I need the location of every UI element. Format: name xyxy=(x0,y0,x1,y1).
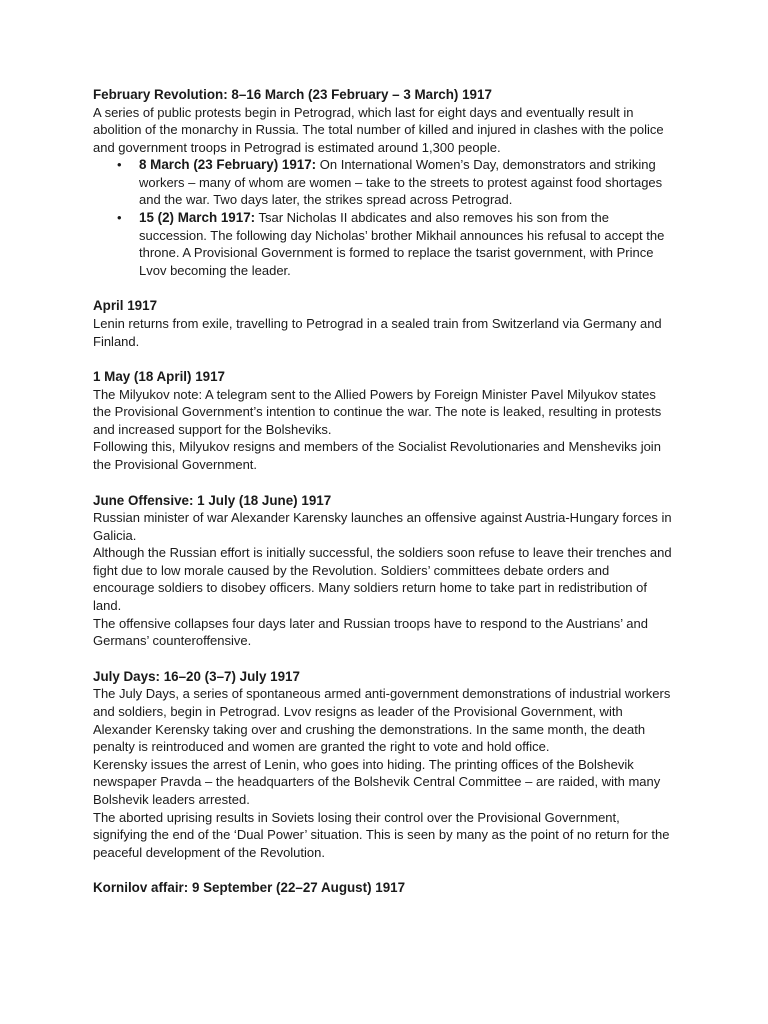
bullet-lead: 15 (2) March 1917: xyxy=(139,210,256,226)
bullet-icon: • xyxy=(117,210,122,226)
section-april-1917 xyxy=(93,297,674,350)
section-paragraph: The offensive collapses four days later and Russian troops have to respond to the Austrians’ and Germans’ counteroffensive. xyxy=(93,615,649,649)
section-paragraph: The July Days, a series of spontaneous armed anti-government demonstrations of industrial workers and soldiers, begin in Petrograd. Lvov resigns as leader of the Provisional Government, with Alexander Kerensky taking over and crushing the demonstrations. In the same month, the death penalty is reintroduced and women are granted the right to vote and hold office. xyxy=(93,686,671,755)
bullet-text: On International Women’s Day, demonstrators and striking workers – many of whom are women – take to the streets to protest against food shortages and the war. Two days later, the strikes spread across Petrograd. xyxy=(139,157,663,208)
bullet-item xyxy=(117,209,674,279)
section-paragraph: Although the Russian effort is initially successful, the soldiers soon refuse to leave their trenches and fight due to low morale caused by the Revolution. Soldiers’ committees debate orders and encourage soldiers to disobey officers. Many soldiers return home to take part in redistribution of land. xyxy=(93,545,672,614)
section-june-offensive xyxy=(93,492,674,650)
section-paragraph: Kerensky issues the arrest of Lenin, who goes into hiding. The printing offices of the Bolshevik newspaper Pravda – the headquarters of the Bolshevik Central Committee – are raided, with many Bolshevik leaders arrested. xyxy=(93,756,661,807)
section-paragraph: Lenin returns from exile, travelling to Petrograd in a sealed train from Switzerland via Germany and Finland. xyxy=(93,315,662,349)
bullet-item xyxy=(117,156,674,209)
section-july-days xyxy=(93,668,674,861)
section-heading: June Offensive: 1 July (18 June) 1917 xyxy=(93,492,332,508)
section-heading: April 1917 xyxy=(93,298,158,314)
section-kornilov-affair xyxy=(93,879,674,897)
bullet-text: Tsar Nicholas II abdicates and also removes his son from the succession. The following day Nicholas’ brother Mikhail announces his refusal to accept the throne. A Provisional Government is formed to replace the tsarist government, with Prince Lvov becoming the leader. xyxy=(139,210,665,278)
section-heading: February Revolution: 8–16 March (23 February – 3 March) 1917 xyxy=(93,87,492,102)
section-paragraph: A series of public protests begin in Petrograd, which last for eight days and eventually result in abolition of the monarchy in Russia. The total number of killed and injured in clashes with the police and government troops in Petrograd is estimated around 1,300 people. xyxy=(93,104,664,155)
section-february-revolution xyxy=(93,86,674,279)
section-paragraph: The Milyukov note: A telegram sent to the Allied Powers by Foreign Minister Pavel Milyukov states the Provisional Government’s intention to continue the war. The note is leaked, resulting in protests and increased support for the Bolsheviks. xyxy=(93,386,662,437)
section-paragraph: Following this, Milyukov resigns and members of the Socialist Revolutionaries and Mensheviks join the Provisional Government. xyxy=(93,439,661,472)
bullet-list xyxy=(93,156,674,279)
section-heading: Kornilov affair: 9 September (22–27 August) 1917 xyxy=(93,880,406,896)
bullet-lead: 8 March (23 February) 1917: xyxy=(139,157,317,173)
section-paragraph: Russian minister of war Alexander Karensky launches an offensive against Austria-Hungary forces in Galicia. xyxy=(93,510,672,543)
section-heading: 1 May (18 April) 1917 xyxy=(93,369,225,385)
bullet-icon: • xyxy=(117,157,122,173)
section-may-1917 xyxy=(93,368,674,473)
section-heading: July Days: 16–20 (3–7) July 1917 xyxy=(93,668,300,684)
section-paragraph: The aborted uprising results in Soviets losing their control over the Provisional Government, signifying the end of the ‘Dual Power’ situation. This is seen by many as the point of no return for the peaceful development of the Revolution. xyxy=(93,809,670,860)
